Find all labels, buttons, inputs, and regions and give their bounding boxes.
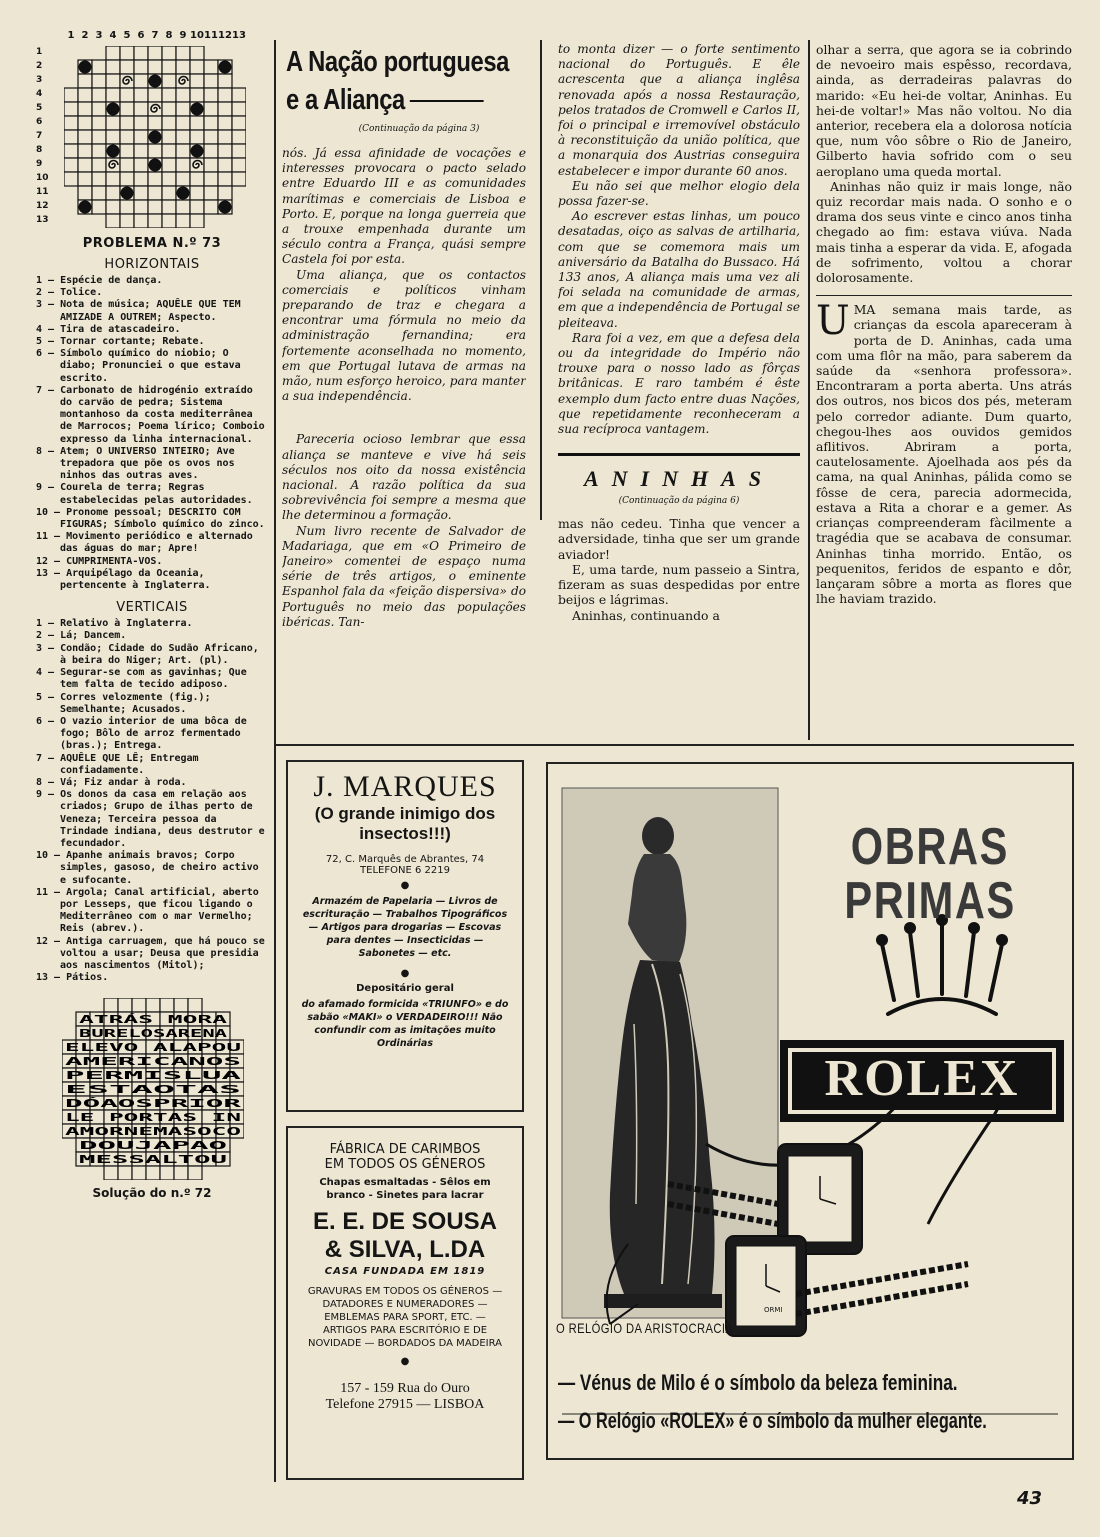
crossword-grid — [64, 46, 246, 228]
grid-cell — [120, 214, 134, 228]
column-divider — [540, 40, 542, 520]
grid-cell — [106, 214, 120, 228]
row-number: 10 — [36, 173, 49, 183]
crossword-column — [36, 30, 268, 1480]
grid-cell — [134, 74, 148, 88]
article-paragraph: Eu não sei que melhor elogio dela possa fazer-se. — [558, 178, 800, 209]
grid-cell — [134, 116, 148, 130]
grid-cell — [148, 200, 162, 214]
column-number: 2 — [81, 30, 89, 41]
row-number: 13 — [36, 215, 49, 225]
grid-cell — [92, 172, 106, 186]
grid-cell — [146, 1166, 160, 1180]
grid-cell — [120, 130, 134, 144]
grid-cell — [104, 998, 118, 1012]
ad-j-marques — [286, 760, 524, 1112]
grid-cell — [78, 172, 92, 186]
grid-cell — [218, 130, 232, 144]
crossword-block — [36, 46, 268, 236]
horizontais-list — [36, 275, 268, 592]
grid-cell — [106, 88, 120, 102]
aninhas-paragraph: E, uma tarde, num passeio a Sintra, fizeram as suas despedidas por entre beijos e lágrimas. — [558, 561, 800, 608]
grid-cell — [176, 102, 190, 116]
marques-products: Armazém de Papelaria — Livros de escrituração — Trabalhos Tipográficos — Artigos para drogarias — Escovas para dentes — Insecticidas — Sabonetes — etc. — [302, 896, 508, 959]
grid-cell — [162, 144, 176, 158]
row-number: 2 — [36, 61, 43, 71]
grid-cell — [176, 88, 190, 102]
grid-cell — [132, 998, 146, 1012]
solution-row-text: ELEVO ALAPOU — [65, 1042, 241, 1055]
grid-cell — [78, 158, 92, 172]
column-number: 4 — [109, 30, 117, 41]
grid-cell — [106, 130, 120, 144]
grid-cell — [218, 74, 232, 88]
clue-item: 3 — Condão; Cidade do Sudão Africano, à beira do Niger; Art. (pl). — [36, 642, 259, 666]
verticais-heading: VERTICAIS — [116, 600, 188, 616]
grid-cell — [120, 158, 134, 172]
grid-cell — [146, 998, 160, 1012]
black-cell — [149, 131, 162, 144]
grid-cell — [176, 130, 190, 144]
grid-cell — [218, 144, 232, 158]
grid-cell — [162, 214, 176, 228]
black-cell — [219, 201, 232, 214]
article-column-3 — [558, 42, 800, 742]
column-number: 7 — [151, 30, 159, 41]
ad-sousa-silva — [286, 1126, 524, 1480]
column-number: 13 — [232, 30, 246, 41]
grid-cell — [148, 88, 162, 102]
sousa-line2: EM TODOS OS GÉNEROS — [324, 1157, 486, 1172]
grid-cell — [106, 186, 120, 200]
black-cell — [177, 187, 190, 200]
column-number: 3 — [95, 30, 103, 41]
grid-cell — [176, 46, 190, 60]
problem-title: PROBLEMA N.º 73 — [82, 236, 222, 251]
grid-cell — [162, 158, 176, 172]
grid-cell — [64, 144, 78, 158]
grid-cell — [232, 130, 246, 144]
marques-name: J. MARQUES — [313, 770, 497, 803]
ad-rolex — [546, 762, 1074, 1460]
grid-cell — [232, 172, 246, 186]
grid-cell — [218, 172, 232, 186]
clue-item: 4 — Tira de atascadeiro. — [36, 323, 181, 335]
clue-item: 12 — Antiga carruagem, que há pouco se voltou a usar; Deusa que presidia aos nascimentos (Mitol); — [36, 935, 265, 971]
grid-cell — [218, 186, 232, 200]
grid-cell — [64, 116, 78, 130]
clue-item: 6 — O vazio interior de uma bôca de fogo; Bôlo de arroz fermentado (bras.); Entrega. — [36, 715, 247, 752]
grid-cell — [204, 74, 218, 88]
grid-cell — [64, 172, 78, 186]
grid-cell — [190, 74, 204, 88]
grid-cell — [232, 102, 246, 116]
grid-cell — [162, 102, 176, 116]
grid-cell — [78, 130, 92, 144]
grid-cell — [148, 144, 162, 158]
grid-cell — [162, 186, 176, 200]
black-cell — [149, 159, 162, 172]
solution-caption: Solução do n.º 72 — [92, 1186, 212, 1201]
clue-item: 2 — Tolice. — [36, 287, 103, 299]
grid-cell — [204, 172, 218, 186]
clue-item: 8 — Atem; O UNIVERSO INTEIRO; Ave trepadora que põe os ovos nos ninhos das outras aves. — [36, 445, 235, 482]
grid-cell — [176, 214, 190, 228]
rolex-slogan: O RELÓGIO DA ARISTOCRACIA — [556, 1320, 734, 1336]
grid-cell — [204, 200, 218, 214]
grid-cell — [188, 998, 202, 1012]
sousa-name1: E. E. DE SOUSA — [312, 1208, 498, 1235]
black-cell — [149, 75, 162, 88]
article-paragraph: nós. Já essa afinidade de vocações e interesses provocara o pacto selado entre Eduardo III e as comunidades marítimas e comerciais de Lisboa e Porto. E, porque na longa guerreia que a trouxe empenhada durante um século contra a França, quási sempre Castela foi por esta. — [282, 146, 526, 267]
grid-cell — [218, 116, 232, 130]
article-paragraph: Num livro recente de Salvador de Madariaga, que em «O Primeiro de Janeiro» comentei de espaço numa série de três artigos, o eminente Espanhol fala da «feição dispersiva» do Português no meio das populações ibéricas. Tan- — [282, 523, 526, 629]
title-rule — [410, 100, 484, 102]
grid-cell — [92, 130, 106, 144]
grid-cell — [162, 116, 176, 130]
grid-cell — [106, 116, 120, 130]
solution-row-text: ATRÁS MORA — [79, 1014, 143, 1027]
clue-item: 10 — Pronome pessoal; DESCRITO COM FIGURAS; Símbolo químico do zinco. — [36, 506, 265, 531]
grid-cell — [162, 200, 176, 214]
grid-cell — [92, 200, 106, 214]
grid-cell — [134, 88, 148, 102]
grid-cell — [160, 1166, 174, 1180]
row-number: 1 — [36, 47, 43, 57]
grid-cell — [104, 1166, 118, 1180]
grid-cell — [92, 74, 106, 88]
grid-cell — [92, 60, 106, 74]
bullet: ● — [400, 880, 410, 891]
column-number: 9 — [179, 30, 187, 41]
black-cell — [107, 103, 120, 116]
sousa-address: 157 - 159 Rua do Ouro — [340, 1381, 470, 1396]
grid-cell — [176, 172, 190, 186]
grid-cell — [78, 88, 92, 102]
grid-cell — [162, 60, 176, 74]
grid-cell — [188, 1166, 202, 1180]
grid-cell — [204, 102, 218, 116]
aninhas-final-text: MA semana mais tarde, as crianças da escola apareceram à porta de D. Aninhas, cada uma com uma flôr na mão, para saberem da saúde da «senhora professora». Encontraram a porta aberta. Uns atrás dos outros, nos bicos dos pés, meteram pelo corredor adiante. Dum quarto, chegou-lhes aos ouvidos gemidos aflitivos. Abriram a porta, cautelosamente. Ajoelhada aos pés da cama, na qual Aninhas, pálida como se fôsse de cera, parecia adormecida, estava a Rita a chorar e a gemer. As crianças compreenderam fàcilmente a tragédia que se acabava de consumar. Aninhas tinha morrido. Então, os pequenitos, feridos de espanto e dôr, lançaram sôbre a morta as flores que lhe haviam trazido. — [816, 302, 1072, 607]
drop-cap: U — [816, 298, 850, 345]
grid-cell — [92, 144, 106, 158]
grid-cell — [204, 116, 218, 130]
grid-cell — [106, 200, 120, 214]
grid-cell — [162, 172, 176, 186]
grid-cell — [92, 186, 106, 200]
column-number: 6 — [137, 30, 145, 41]
grid-cell — [118, 998, 132, 1012]
article-title-line2: e a Aliança — [286, 84, 405, 116]
grid-cell — [134, 46, 148, 60]
grid-cell — [106, 172, 120, 186]
row-number: 12 — [36, 201, 49, 211]
article-paragraph: Pareceria ocioso lembrar que essa aliança se manteve e vive há seis séculos nos oito da nossa existência nacional. A razão política da sua sobrevivência foi sempre a mesma que lhe determinou a formação. — [282, 432, 526, 523]
sousa-founded: CASA FUNDADA EM 1819 — [324, 1266, 486, 1277]
clue-item: 12 — CUMPRIMENTA-VOS. — [36, 555, 163, 567]
grid-cell — [232, 144, 246, 158]
grid-cell — [204, 158, 218, 172]
clue-item: 9 — Os donos da casa em relação aos criados; Grupo de ilhas perto de Veneza; Terceira pessoa da Trindade indiana, deus destrutor e fecundador. — [36, 789, 265, 849]
clue-item: 5 — Corres velozmente (fig.); Semelhante; Acusados. — [36, 691, 211, 715]
clue-item: 9 — Courela de terra; Regras estabelecidas pelas autoridades. — [36, 482, 253, 506]
clue-item: 4 — Segurar-se com as gavinhas; Que tem falta de tecido adiposo. — [36, 667, 247, 691]
grid-cell — [204, 130, 218, 144]
clue-item: 5 — Tornar cortante; Rebate. — [36, 336, 205, 348]
grid-cell — [64, 158, 78, 172]
grid-cell — [176, 60, 190, 74]
grid-cell — [134, 200, 148, 214]
rolex-headline1: OBRAS — [850, 818, 1010, 876]
grid-cell — [174, 998, 188, 1012]
clue-item: 3 — Nota de música; AQUÊLE QUE TEM AMIZADE A OUTREM; Aspecto. — [36, 299, 241, 323]
grid-cell — [148, 186, 162, 200]
grid-cell — [92, 116, 106, 130]
solution-row-text: PERMISLUA — [65, 1070, 244, 1083]
grid-cell — [232, 158, 246, 172]
marques-address: 72, C. Marquês de Abrantes, 74 — [325, 854, 485, 865]
horizontal-divider — [274, 744, 1074, 746]
grid-cell — [218, 88, 232, 102]
grid-cell — [190, 116, 204, 130]
row-number: 11 — [36, 187, 49, 197]
black-cell — [191, 145, 204, 158]
clue-item: 8 — Vá; Fiz andar à roda. — [36, 776, 187, 788]
grid-cell — [162, 130, 176, 144]
sousa-name2: & SILVA, L.DA — [324, 1236, 486, 1263]
rolex-brand: ROLEX — [824, 1050, 1020, 1107]
grid-cell — [92, 102, 106, 116]
rolex-line1: — Vénus de Milo é o símbolo da beleza feminina. — [558, 1370, 958, 1395]
black-cell — [107, 145, 120, 158]
grid-cell — [162, 88, 176, 102]
aninhas-final-paragraph — [816, 298, 1072, 607]
column-number: 1 — [67, 30, 75, 41]
sousa-services: GRAVURAS EM TODOS OS GÉNEROS — DATADORES E NUMERADORES — EMBLEMAS PARA SPORT, ETC. — ARTIGOS PARA ESCRITÓRIO E DE NOVIDADE — BORDADOS DA MADEIRA — [307, 1286, 503, 1349]
grid-cell — [134, 102, 148, 116]
grid-cell — [218, 158, 232, 172]
grid-cell — [64, 88, 78, 102]
grid-cell — [134, 158, 148, 172]
grid-cell — [134, 214, 148, 228]
column-number: 8 — [165, 30, 173, 41]
grid-cell — [190, 130, 204, 144]
clue-item: 7 — AQUÊLE QUE LÊ; Entregam confiadamente. — [36, 752, 199, 776]
grid-cell — [204, 60, 218, 74]
article-paragraph: Ao escrever estas linhas, um pouco desatadas, oiço as salvas de artilharia, com que se comemora mais um aniversário da Batalha do Bussaco. Há 133 anos, A aliança mais uma vez ali foi selada na comunidade de armas, em que a independência de Portugal se pleiteava. — [558, 209, 800, 330]
grid-cell — [174, 1166, 188, 1180]
column-divider — [808, 40, 810, 740]
row-number: 7 — [36, 131, 43, 141]
row-number: 4 — [36, 89, 43, 99]
marques-depot-title: Depositário geral — [356, 983, 454, 994]
grid-cell — [148, 46, 162, 60]
horizontais-heading: HORIZONTAIS — [104, 257, 200, 272]
grid-cell — [190, 46, 204, 60]
black-cell — [79, 61, 92, 74]
clue-item: 11 — Argola; Canal artificial, aberto por Lesseps, que ficou ligando o Mediterrâneo com o mar Vermelho; Reis (abrev.). — [36, 886, 259, 935]
clue-item: 10 — Apanhe animais bravos; Corpo simples, gasoso, de cheiro activo e sufocante. — [36, 850, 259, 886]
grid-cell — [120, 60, 134, 74]
grid-cell — [78, 186, 92, 200]
aninhas-paragraph: mas não cedeu. Tinha que vencer a adversidade, tinha que ser um grande aviador! — [558, 516, 800, 562]
article-nacao-portuguesa — [282, 42, 526, 742]
crossword-column-numbers — [58, 30, 268, 46]
aninhas-continuation: (Continuação da página 6) — [618, 496, 740, 507]
grid-cell — [148, 214, 162, 228]
grid-cell — [148, 172, 162, 186]
grid-cell — [64, 130, 78, 144]
clue-item: 2 — Lá; Dancem. — [36, 630, 127, 642]
grid-cell — [134, 130, 148, 144]
clue-item: 1 — Espécie de dança. — [36, 275, 163, 286]
grid-cell — [190, 186, 204, 200]
grid-cell — [78, 144, 92, 158]
grid-cell — [190, 200, 204, 214]
black-cell — [219, 61, 232, 74]
solution-block — [36, 998, 268, 1208]
grid-cell — [148, 116, 162, 130]
clue-item: 1 — Relativo à Inglaterra. — [36, 618, 193, 630]
grid-cell — [176, 158, 190, 172]
grid-cell — [118, 1166, 132, 1180]
solution-row-text: LE PORTAS IN — [65, 1112, 241, 1125]
grid-cell — [132, 1166, 146, 1180]
marques-phone: TELEFONE 6 2219 — [360, 865, 450, 876]
article-paragraph: to monta dizer — o forte sentimento nacional do Português. E êle acrescenta que a aliança inglêsa renovada após a nossa Restauração, pelos tratados de Cromwell e Carlos II, foi o principal e irremovível obstáculo à reconstituição da união política, que a monarquia dos Austrias conseguira estabelecer e impor durante 60 anos. — [558, 42, 800, 178]
grid-cell — [148, 60, 162, 74]
grid-cell — [120, 46, 134, 60]
column-divider — [274, 40, 276, 742]
bullet: ● — [400, 1356, 410, 1367]
grid-cell — [106, 74, 120, 88]
column-number: 5 — [123, 30, 131, 41]
grid-cell — [134, 144, 148, 158]
grid-cell — [232, 116, 246, 130]
clue-item: 7 — Carbonato de hidrogénio extraído do carvão de pedra; Sistema montanhoso da costa mediterrânea de Marrocos; Poema lírico; Comboio expresso da linha internacional. — [36, 384, 265, 445]
clue-item: 13 — Arquipélago da Oceania, pertencente à Inglaterra. — [36, 567, 211, 592]
clue-item: 11 — Movimento periódico e alternado das águas do mar; Apre! — [36, 531, 253, 555]
grid-cell — [106, 46, 120, 60]
aninhas-paragraph: olhar a serra, que agora se ia cobrindo de nevoeiro mais espêsso, recordava, ainda, as derradeiras palavras do marido: «Eu hei-de voltar, Aninhas. Eu hei-de voltar!» Mas não voltou. No dia anterior, recebera ela a dolorosa notícia que, num vôo sôbre o Rio de Janeiro, Gilberto havia sofrido com o seu aeroplano uma queda mortal. — [816, 42, 1072, 179]
row-number: 6 — [36, 117, 43, 127]
solution-row-text: AMORNEMASOCO — [65, 1126, 241, 1139]
article-continuation: (Continuação da página 3) — [358, 124, 480, 134]
grid-cell — [190, 88, 204, 102]
verticais-list — [36, 618, 268, 984]
column-divider — [274, 742, 276, 1482]
grid-cell — [120, 200, 134, 214]
row-number: 5 — [36, 103, 43, 113]
black-cell — [121, 187, 134, 200]
marques-depot-text: do afamado formicida «TRIUNFO» e do sabão «MAKI» o VERDADEIRO!!! Não confundir com as imitações muito Ordinárias — [301, 999, 509, 1049]
solution-row-text: DOUJAPAO — [79, 1140, 227, 1153]
grid-cell — [162, 46, 176, 60]
grid-cell — [160, 998, 174, 1012]
grid-cell — [204, 186, 218, 200]
grid-cell — [190, 60, 204, 74]
rolex-line2: — O Relógio «ROLEX» é o símbolo da mulher elegante. — [558, 1408, 987, 1433]
grid-cell — [134, 172, 148, 186]
grid-cell — [176, 144, 190, 158]
grid-cell — [78, 116, 92, 130]
solution-row-text: ESTAOTAS — [65, 1084, 241, 1097]
grid-cell — [64, 102, 78, 116]
artist-signature: ORMI — [764, 1306, 783, 1314]
grid-cell — [232, 88, 246, 102]
article-paragraph: Uma aliança, que os contactos comerciais e políticos vinham preparando de traz e chegara a encontrar uma fórmula no meio da administração fernandina; era fortemente aconselhada no momento, em que Portugal lutava de armas na mão, num esforço heroico, para manter a sua independência. — [282, 267, 526, 404]
grid-cell — [176, 116, 190, 130]
solution-row-text: BURELOSARENA — [79, 1028, 229, 1041]
article-title-line2-wrap — [286, 84, 483, 116]
grid-cell — [176, 200, 190, 214]
grid-cell — [106, 60, 120, 74]
column-number: 10 — [190, 30, 204, 41]
grid-cell — [92, 158, 106, 172]
grid-cell — [120, 88, 134, 102]
grid-cell — [204, 144, 218, 158]
bullet: ● — [400, 968, 410, 979]
solution-row-text: AMERICANOS — [65, 1056, 241, 1069]
grid-cell — [92, 88, 106, 102]
black-cell — [191, 103, 204, 116]
sousa-line1: FÁBRICA DE CARIMBOS — [329, 1142, 481, 1157]
sousa-phone: Telefone 27915 — LISBOA — [325, 1397, 485, 1412]
solution-grid — [62, 998, 244, 1180]
grid-cell — [134, 60, 148, 74]
grid-cell — [120, 172, 134, 186]
grid-cell — [190, 214, 204, 228]
grid-cell — [120, 102, 134, 116]
row-number: 3 — [36, 75, 43, 85]
solution-row-text: MESSALTOU — [79, 1154, 227, 1167]
aninhas-title: ANINHAS — [558, 453, 800, 492]
clue-item: 13 — Pátios. — [36, 972, 109, 984]
grid-cell — [204, 88, 218, 102]
page-number: 43 — [1016, 1488, 1042, 1509]
grid-cell — [218, 102, 232, 116]
grid-cell — [120, 144, 134, 158]
row-number: 9 — [36, 159, 43, 169]
sousa-line3: Chapas esmaltadas - Sêlos em branco - Sinetes para lacrar — [319, 1177, 491, 1201]
grid-cell — [134, 186, 148, 200]
aninhas-paragraph: Aninhas não quiz ir mais longe, não quiz recordar mais nada. O sonho e o drama dos seus vinte e cinco anos tinha chegado ao fim: estava viúva. Nada mais tinha a esperar da vida. E, afogada de sofrimento, voltou a chorar dolorosamente. — [816, 178, 1072, 286]
aninhas-paragraph: Aninhas, continuando a — [572, 607, 720, 623]
rolex-headline2: PRIMAS — [844, 872, 1016, 930]
column-number: 12 — [218, 30, 232, 41]
solution-row-text: DÓAOSPRIOR — [65, 1098, 129, 1111]
grid-cell — [78, 74, 92, 88]
row-number: 8 — [36, 145, 43, 155]
clue-item: 6 — Símbolo químico do niobio; O diabo; Pronunciei o que estava escrito. — [36, 348, 241, 384]
black-cell — [79, 201, 92, 214]
article-title-line1: A Nação portuguesa — [286, 46, 509, 78]
grid-cell — [120, 116, 134, 130]
marques-tagline: (O grande inimigo dos insectos!!!) — [314, 804, 496, 843]
aninhas-column-4 — [816, 42, 1072, 742]
article-paragraph: Rara foi a vez, em que a defesa dela ou da integridade do Império não trouxe para o nosso lado as fôrças britânicas. E raro também é êste exemplo dum facto entre duas Nações, que repetidamente reconheceram a sua recíproca vantagem. — [558, 330, 800, 437]
grid-cell — [190, 172, 204, 186]
grid-cell — [78, 102, 92, 116]
column-number: 11 — [204, 30, 218, 41]
grid-cell — [162, 74, 176, 88]
